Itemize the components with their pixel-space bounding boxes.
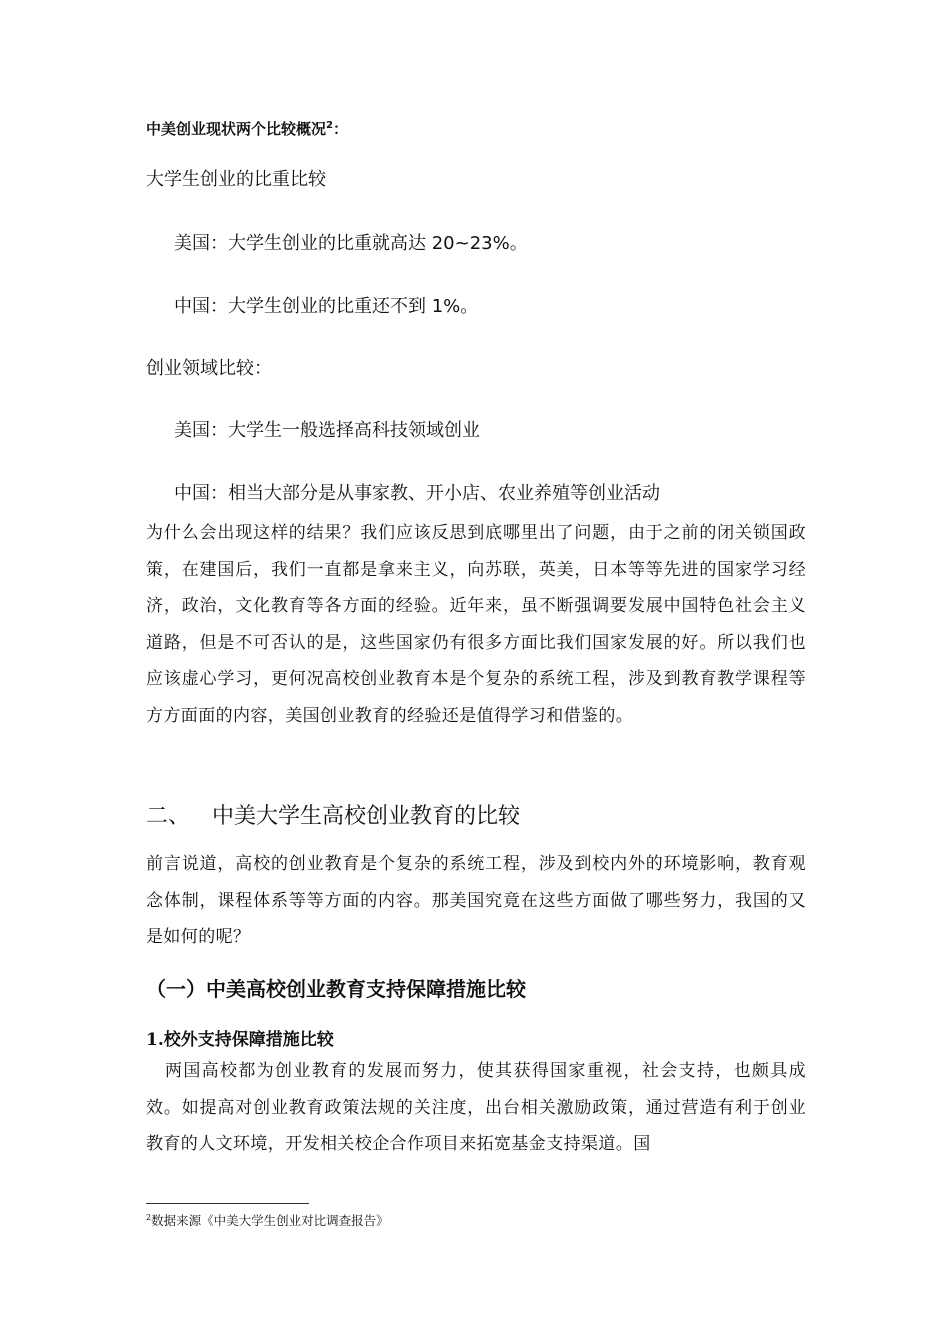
section-2-title: 中美大学生高校创业教育的比较 bbox=[212, 804, 521, 829]
subsection-heading: （一）中美高校创业教育支持保障措施比较 bbox=[146, 977, 526, 1001]
comparison-field-cn: 中国：相当大部分是从事家教、开小店、农业养殖等创业活动 bbox=[174, 483, 660, 504]
paragraph-reflection: 为什么会出现这样的结果？我们应该反思到底哪里出了问题，由于之前的闭关锁国政策，在建国后，我们一直都是拿来主义，向苏联，英美，日本等等先进的国家学习经济，政治，文化教育等各方面的经验。近年来，虽不断强调要发展中国特色社会主义道路，但是不可否认的是，这些国家仍有很多方面比我们国家发展的好。所以我们也应该虚心学习，更何况高校创业教育本是个复杂的系统工程，涉及到教育教学课程等方方面面的内容，美国创业教育的经验还是值得学习和借鉴的。 bbox=[146, 523, 806, 726]
footnote-text: 数据来源《中美大学生创业对比调查报告》 bbox=[151, 1213, 389, 1228]
comparison-share-cn: 中国：大学生创业的比重还不到 1%。 bbox=[174, 296, 479, 317]
comparison-share-us: 美国：大学生创业的比重就高达 20~23%。 bbox=[174, 233, 528, 254]
paragraph-intro: 前言说道，高校的创业教育是个复杂的系统工程，涉及到校内外的环境影响，教育观念体制，课程体系等等方面的内容。那美国究竟在这些方面做了哪些努力，我国的又是如何的呢？ bbox=[146, 854, 806, 947]
comparison-heading-share: 大学生创业的比重比较 bbox=[146, 169, 326, 190]
footnote-reference: 2 bbox=[326, 120, 333, 131]
section-2-number: 二、 bbox=[146, 804, 191, 829]
summary-title-text: 中美创业现状两个比较概况 bbox=[146, 120, 327, 138]
summary-title bbox=[146, 118, 348, 139]
comparison-field-us: 美国：大学生一般选择高科技领域创业 bbox=[174, 420, 480, 441]
footnote-number: 2 bbox=[146, 1212, 152, 1222]
subsubsection-heading: 1.校外支持保障措施比较 bbox=[146, 1030, 334, 1050]
paragraph-external-support: 两国高校都为创业教育的发展而努力，使其获得国家重视，社会支持，也颇具成效。如提高对创业教育政策法规的关注度，出台相关激励政策，通过营造有利于创业教育的人文环境，开发相关校企合作项目来拓宽基金支持渠道。国 bbox=[146, 1061, 806, 1154]
summary-title-suffix: ： bbox=[332, 120, 348, 138]
comparison-heading-field: 创业领域比较： bbox=[146, 358, 272, 379]
footnote-separator bbox=[146, 1203, 309, 1204]
section-2-heading bbox=[146, 799, 520, 830]
footnote bbox=[146, 1211, 389, 1229]
